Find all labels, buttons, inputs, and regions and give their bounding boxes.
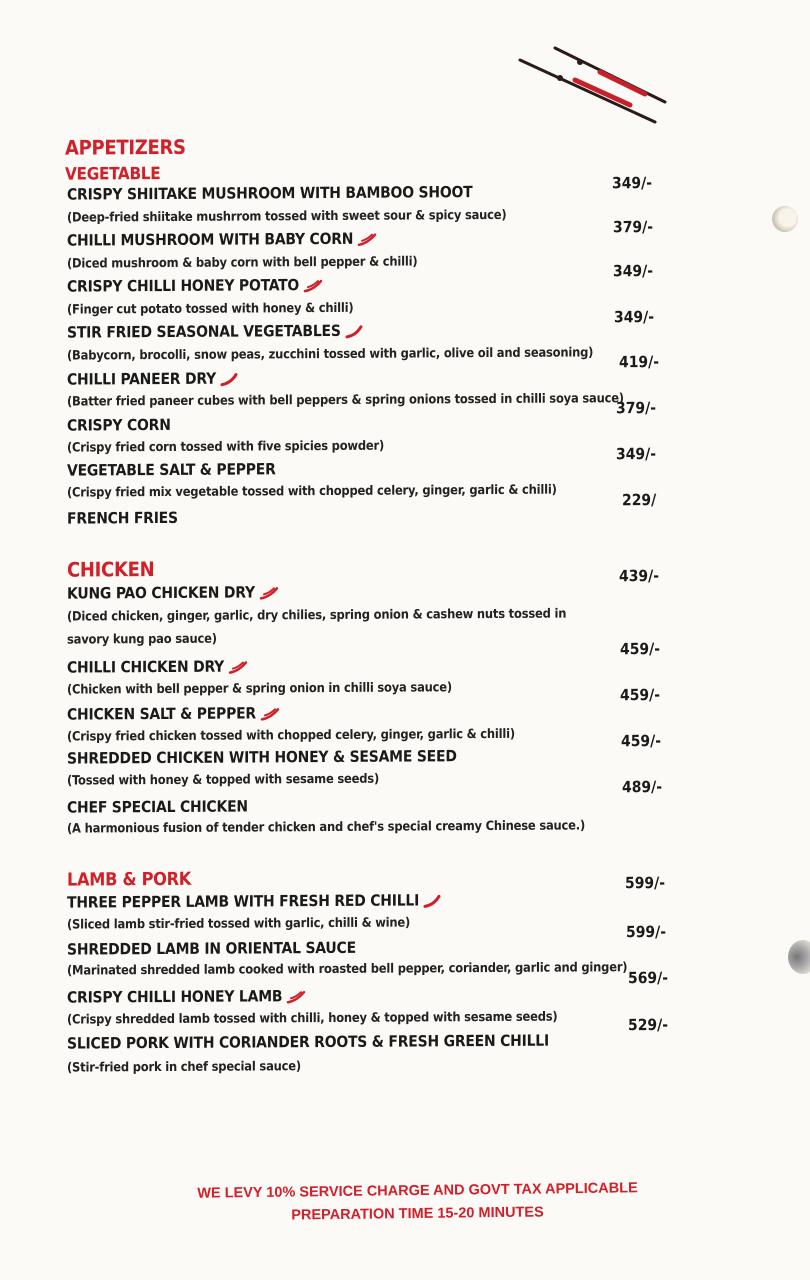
menu-item-desc: (Diced chicken, ginger, garlic, dry chilies, spring onion & cashew nuts tossed in: [67, 606, 567, 625]
chili-icon: [220, 372, 238, 386]
menu-item-desc: (Sliced lamb stir-fried tossed with garlic, chilli & wine): [67, 915, 411, 933]
section-title-vegetable: VEGETABLE: [65, 164, 161, 185]
menu-item-name: VEGETABLE SALT & PEPPER: [67, 460, 276, 480]
menu-item-name: CHILLI CHICKEN DRY: [67, 657, 248, 676]
menu-item-name: CHEF SPECIAL CHICKEN: [67, 797, 248, 817]
menu-item-price: 229/: [622, 490, 657, 510]
menu-item-price: 379/-: [616, 398, 656, 418]
menu-item-desc: (Stir-fried pork in chef special sauce): [67, 1059, 301, 1076]
menu-item-price: 439/-: [619, 566, 659, 586]
menu-item-desc: (Chicken with bell pepper & spring onion in chilli soya sauce): [67, 680, 452, 698]
menu-item-desc: (Crispy shredded lamb tossed with chilli, honey & topped with sesame seeds): [67, 1009, 558, 1028]
section-title-appetizers: APPETIZERS: [65, 134, 186, 160]
menu-item-desc: (Tossed with honey & topped with sesame seeds): [67, 771, 380, 789]
chili-icon: [259, 586, 279, 600]
menu-item-desc: (Crispy fried mix vegetable tossed with chopped celery, ginger, garlic & chilli): [67, 482, 557, 501]
menu-item-name: STIR FRIED SEASONAL VEGETABLES: [67, 322, 363, 342]
menu-item-name: SHREDDED CHICKEN WITH HONEY & SESAME SEED: [67, 747, 457, 768]
menu-item-price: 349/-: [614, 308, 654, 327]
menu-item-price: 489/-: [622, 777, 662, 797]
menu-item-desc: (Babycorn, brocolli, snow peas, zucchini tossed with garlic, olive oil and seasoning): [67, 345, 594, 364]
menu-item-desc: (Diced mushroom & baby corn with bell pepper & chilli): [67, 254, 418, 272]
menu-item-name: FRENCH FRIES: [67, 508, 178, 528]
menu-item-price: 599/-: [625, 873, 665, 893]
menu-item-name: CRISPY SHIITAKE MUSHROOM WITH BAMBOO SHOOT: [67, 183, 473, 204]
chili-icon: [286, 990, 306, 1004]
menu-item-desc: (Marinated shredded lamb cooked with roasted bell pepper, coriander, garlic and ginger): [67, 960, 628, 979]
menu-item-name: SLICED PORK WITH CORIANDER ROOTS & FRESH GREEN CHILLI: [67, 1031, 549, 1053]
section-title-chicken: CHICKEN: [67, 557, 155, 582]
menu-item-desc: savory kung pao sauce): [67, 631, 217, 648]
menu-item-name: CRISPY CORN: [67, 415, 171, 435]
menu-item-price: 599/-: [626, 922, 666, 942]
menu-item-desc: (A harmonious fusion of tender chicken and chef's special creamy Chinese sauce.): [67, 818, 586, 837]
chili-icon: [357, 232, 377, 246]
chili-icon: [228, 660, 248, 674]
menu-item-name: KUNG PAO CHICKEN DRY: [67, 583, 279, 602]
chili-icon: [423, 894, 441, 908]
menu-item-desc: (Deep-fried shiitake mushrrom tossed with sweet sour & spicy sauce): [67, 207, 507, 226]
menu-item-desc: (Batter fried paneer cubes with bell peppers & spring onions tossed in chilli soya sauce): [67, 391, 624, 410]
chili-icon: [303, 279, 323, 293]
menu-item-desc: (Finger cut potato tossed with honey & chilli): [67, 300, 354, 318]
menu-item-price: 349/-: [616, 444, 656, 464]
menu-item-name: THREE PEPPER LAMB WITH FRESH RED CHILLI: [67, 891, 441, 911]
chili-icon: [345, 324, 363, 338]
menu-item-desc: (Crispy fried corn tossed with five spicies powder): [67, 438, 385, 456]
service-charge-note: WE LEVY 10% SERVICE CHARGE AND GOVT TAX APPLICABLE: [197, 1180, 638, 1202]
menu-item-name: CRISPY CHILLI HONEY POTATO: [67, 276, 323, 296]
menu-item-price: 569/-: [628, 968, 668, 988]
menu-item-price: 349/-: [613, 262, 653, 281]
chili-icon: [260, 707, 280, 721]
menu-item-price: 529/-: [628, 1015, 668, 1035]
menu-item-price: 379/-: [613, 218, 653, 237]
menu-item-price: 459/-: [621, 731, 661, 751]
menu-item-price: 349/-: [612, 174, 652, 193]
menu-item-price: 459/-: [620, 639, 660, 659]
menu-item-name: CHILLI PANEER DRY: [67, 370, 238, 389]
menu-item-price: 419/-: [619, 352, 659, 372]
menu-item-price: 459/-: [620, 685, 660, 705]
menu-item-desc: (Crispy fried chicken tossed with chopped celery, ginger, garlic & chilli): [67, 726, 515, 745]
menu-item-name: CHILLI MUSHROOM WITH BABY CORN: [67, 230, 377, 250]
preparation-time-note: PREPARATION TIME 15-20 MINUTES: [291, 1204, 544, 1224]
menu-item-name: CHICKEN SALT & PEPPER: [67, 704, 280, 723]
section-title-lamb-pork: LAMB & PORK: [67, 868, 192, 891]
menu-item-name: CRISPY CHILLI HONEY LAMB: [67, 987, 306, 1006]
menu-item-name: SHREDDED LAMB IN ORIENTAL SAUCE: [67, 938, 356, 959]
